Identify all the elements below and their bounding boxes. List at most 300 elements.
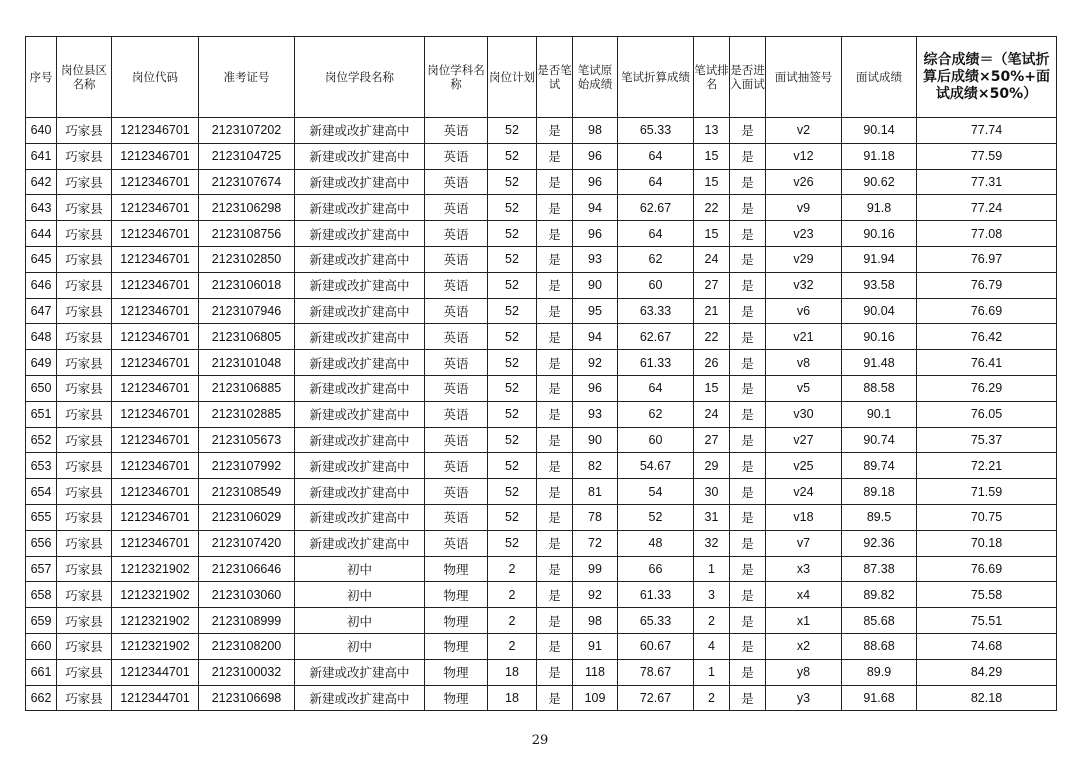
cell-seq: 659 xyxy=(26,608,57,634)
cell-interview-score: 90.04 xyxy=(842,298,917,324)
cell-post-code: 1212346701 xyxy=(112,401,199,427)
cell-written-converted: 78.67 xyxy=(618,659,694,685)
cell-total-score: 76.69 xyxy=(917,298,1057,324)
cell-exam-id: 2123108200 xyxy=(199,633,295,659)
header-exam-id: 准考证号 xyxy=(199,37,295,118)
cell-interview-flag: 是 xyxy=(730,608,766,634)
table-row xyxy=(26,556,1057,582)
header-interview-flag: 是否进入面试 xyxy=(730,37,766,118)
cell-written-raw: 90 xyxy=(573,427,618,453)
cell-interview-flag: 是 xyxy=(730,221,766,247)
cell-written-rank: 1 xyxy=(694,556,730,582)
cell-written-flag: 是 xyxy=(537,401,573,427)
cell-written-converted: 64 xyxy=(618,169,694,195)
header-interview-score: 面试成绩 xyxy=(842,37,917,118)
cell-post-code: 1212346701 xyxy=(112,195,199,221)
cell-draw-number: v27 xyxy=(766,427,842,453)
cell-school-level: 新建或改扩建高中 xyxy=(295,143,425,169)
cell-post-code: 1212346701 xyxy=(112,350,199,376)
cell-total-score: 74.68 xyxy=(917,633,1057,659)
cell-subject: 英语 xyxy=(425,504,488,530)
cell-post-code: 1212321902 xyxy=(112,633,199,659)
cell-written-raw: 109 xyxy=(573,685,618,711)
cell-written-raw: 99 xyxy=(573,556,618,582)
cell-interview-flag: 是 xyxy=(730,298,766,324)
cell-draw-number: v29 xyxy=(766,246,842,272)
cell-school-level: 新建或改扩建高中 xyxy=(295,479,425,505)
cell-subject: 英语 xyxy=(425,350,488,376)
cell-interview-score: 90.62 xyxy=(842,169,917,195)
cell-county: 巧家县 xyxy=(57,118,112,144)
cell-exam-id: 2123107420 xyxy=(199,530,295,556)
cell-written-rank: 2 xyxy=(694,685,730,711)
cell-plan: 2 xyxy=(488,633,537,659)
cell-written-rank: 21 xyxy=(694,298,730,324)
table-row xyxy=(26,504,1057,530)
cell-county: 巧家县 xyxy=(57,246,112,272)
cell-county: 巧家县 xyxy=(57,272,112,298)
cell-interview-flag: 是 xyxy=(730,633,766,659)
cell-seq: 646 xyxy=(26,272,57,298)
cell-post-code: 1212344701 xyxy=(112,659,199,685)
cell-seq: 662 xyxy=(26,685,57,711)
cell-written-flag: 是 xyxy=(537,659,573,685)
cell-interview-flag: 是 xyxy=(730,324,766,350)
cell-written-raw: 98 xyxy=(573,118,618,144)
cell-exam-id: 2123107946 xyxy=(199,298,295,324)
cell-interview-flag: 是 xyxy=(730,479,766,505)
cell-draw-number: v7 xyxy=(766,530,842,556)
cell-seq: 648 xyxy=(26,324,57,350)
cell-plan: 52 xyxy=(488,143,537,169)
cell-county: 巧家县 xyxy=(57,479,112,505)
cell-draw-number: v6 xyxy=(766,298,842,324)
cell-written-flag: 是 xyxy=(537,143,573,169)
results-table xyxy=(25,36,1057,711)
cell-written-converted: 54 xyxy=(618,479,694,505)
table-row xyxy=(26,453,1057,479)
cell-written-converted: 61.33 xyxy=(618,350,694,376)
cell-total-score: 75.58 xyxy=(917,582,1057,608)
cell-written-raw: 90 xyxy=(573,272,618,298)
cell-school-level: 新建或改扩建高中 xyxy=(295,324,425,350)
cell-written-rank: 1 xyxy=(694,659,730,685)
cell-plan: 52 xyxy=(488,401,537,427)
cell-school-level: 新建或改扩建高中 xyxy=(295,195,425,221)
cell-plan: 18 xyxy=(488,685,537,711)
table-row xyxy=(26,479,1057,505)
cell-school-level: 新建或改扩建高中 xyxy=(295,169,425,195)
cell-written-rank: 30 xyxy=(694,479,730,505)
cell-exam-id: 2123106029 xyxy=(199,504,295,530)
cell-interview-flag: 是 xyxy=(730,195,766,221)
cell-interview-score: 85.68 xyxy=(842,608,917,634)
cell-written-converted: 48 xyxy=(618,530,694,556)
cell-school-level: 新建或改扩建高中 xyxy=(295,504,425,530)
cell-exam-id: 2123102885 xyxy=(199,401,295,427)
cell-written-flag: 是 xyxy=(537,221,573,247)
cell-plan: 52 xyxy=(488,375,537,401)
cell-draw-number: v26 xyxy=(766,169,842,195)
cell-plan: 52 xyxy=(488,324,537,350)
cell-seq: 649 xyxy=(26,350,57,376)
cell-seq: 655 xyxy=(26,504,57,530)
cell-written-converted: 60.67 xyxy=(618,633,694,659)
cell-written-flag: 是 xyxy=(537,608,573,634)
cell-post-code: 1212346701 xyxy=(112,221,199,247)
cell-draw-number: v9 xyxy=(766,195,842,221)
cell-interview-score: 87.38 xyxy=(842,556,917,582)
table-row xyxy=(26,324,1057,350)
cell-county: 巧家县 xyxy=(57,143,112,169)
cell-written-raw: 72 xyxy=(573,530,618,556)
cell-exam-id: 2123102850 xyxy=(199,246,295,272)
cell-post-code: 1212346701 xyxy=(112,479,199,505)
cell-written-rank: 3 xyxy=(694,582,730,608)
cell-interview-score: 89.74 xyxy=(842,453,917,479)
cell-school-level: 新建或改扩建高中 xyxy=(295,272,425,298)
cell-written-rank: 15 xyxy=(694,143,730,169)
cell-total-score: 77.74 xyxy=(917,118,1057,144)
cell-interview-score: 89.9 xyxy=(842,659,917,685)
cell-total-score: 76.29 xyxy=(917,375,1057,401)
cell-total-score: 76.69 xyxy=(917,556,1057,582)
cell-total-score: 71.59 xyxy=(917,479,1057,505)
cell-seq: 641 xyxy=(26,143,57,169)
cell-school-level: 新建或改扩建高中 xyxy=(295,118,425,144)
cell-total-score: 82.18 xyxy=(917,685,1057,711)
cell-written-flag: 是 xyxy=(537,324,573,350)
cell-school-level: 初中 xyxy=(295,556,425,582)
table-row xyxy=(26,246,1057,272)
cell-exam-id: 2123106018 xyxy=(199,272,295,298)
cell-exam-id: 2123106646 xyxy=(199,556,295,582)
cell-seq: 640 xyxy=(26,118,57,144)
cell-written-raw: 96 xyxy=(573,169,618,195)
cell-written-raw: 96 xyxy=(573,375,618,401)
cell-plan: 52 xyxy=(488,195,537,221)
table-row xyxy=(26,350,1057,376)
cell-post-code: 1212346701 xyxy=(112,169,199,195)
header-written-flag: 是否笔试 xyxy=(537,37,573,118)
cell-plan: 18 xyxy=(488,659,537,685)
cell-interview-flag: 是 xyxy=(730,118,766,144)
cell-interview-score: 90.16 xyxy=(842,324,917,350)
cell-plan: 52 xyxy=(488,350,537,376)
cell-written-raw: 91 xyxy=(573,633,618,659)
cell-post-code: 1212321902 xyxy=(112,608,199,634)
cell-written-rank: 26 xyxy=(694,350,730,376)
cell-written-flag: 是 xyxy=(537,246,573,272)
cell-draw-number: v25 xyxy=(766,453,842,479)
cell-subject: 物理 xyxy=(425,659,488,685)
cell-interview-flag: 是 xyxy=(730,375,766,401)
header-total-score: 综合成绩＝（笔试折算后成绩×50%+面试成绩×50%） xyxy=(917,37,1057,118)
cell-interview-flag: 是 xyxy=(730,530,766,556)
cell-county: 巧家县 xyxy=(57,608,112,634)
table-row xyxy=(26,143,1057,169)
cell-draw-number: x3 xyxy=(766,556,842,582)
cell-interview-flag: 是 xyxy=(730,659,766,685)
cell-subject: 英语 xyxy=(425,427,488,453)
cell-written-flag: 是 xyxy=(537,375,573,401)
cell-plan: 52 xyxy=(488,169,537,195)
cell-interview-score: 89.82 xyxy=(842,582,917,608)
cell-exam-id: 2123104725 xyxy=(199,143,295,169)
cell-county: 巧家县 xyxy=(57,659,112,685)
table-row xyxy=(26,221,1057,247)
cell-school-level: 初中 xyxy=(295,608,425,634)
cell-draw-number: v12 xyxy=(766,143,842,169)
cell-written-flag: 是 xyxy=(537,556,573,582)
cell-interview-score: 90.74 xyxy=(842,427,917,453)
cell-interview-score: 91.68 xyxy=(842,685,917,711)
cell-post-code: 1212346701 xyxy=(112,143,199,169)
cell-county: 巧家县 xyxy=(57,221,112,247)
cell-interview-score: 90.1 xyxy=(842,401,917,427)
table-row xyxy=(26,118,1057,144)
table-row xyxy=(26,633,1057,659)
table-row xyxy=(26,272,1057,298)
cell-county: 巧家县 xyxy=(57,169,112,195)
cell-school-level: 初中 xyxy=(295,633,425,659)
cell-written-rank: 15 xyxy=(694,169,730,195)
cell-subject: 英语 xyxy=(425,298,488,324)
page-number: 29 xyxy=(531,733,549,748)
cell-subject: 英语 xyxy=(425,246,488,272)
table-row xyxy=(26,375,1057,401)
cell-written-flag: 是 xyxy=(537,479,573,505)
cell-draw-number: v8 xyxy=(766,350,842,376)
cell-written-raw: 96 xyxy=(573,221,618,247)
table-row xyxy=(26,582,1057,608)
cell-written-rank: 27 xyxy=(694,427,730,453)
cell-total-score: 77.59 xyxy=(917,143,1057,169)
cell-county: 巧家县 xyxy=(57,530,112,556)
cell-total-score: 75.37 xyxy=(917,427,1057,453)
header-school-level: 岗位学段名称 xyxy=(295,37,425,118)
cell-seq: 658 xyxy=(26,582,57,608)
cell-subject: 英语 xyxy=(425,479,488,505)
cell-plan: 2 xyxy=(488,608,537,634)
cell-interview-flag: 是 xyxy=(730,453,766,479)
header-subject: 岗位学科名称 xyxy=(425,37,488,118)
cell-subject: 物理 xyxy=(425,608,488,634)
cell-county: 巧家县 xyxy=(57,453,112,479)
cell-written-flag: 是 xyxy=(537,298,573,324)
cell-post-code: 1212346701 xyxy=(112,504,199,530)
cell-written-rank: 27 xyxy=(694,272,730,298)
cell-written-flag: 是 xyxy=(537,504,573,530)
cell-interview-score: 90.14 xyxy=(842,118,917,144)
cell-school-level: 新建或改扩建高中 xyxy=(295,375,425,401)
cell-subject: 物理 xyxy=(425,556,488,582)
cell-plan: 52 xyxy=(488,427,537,453)
cell-school-level: 新建或改扩建高中 xyxy=(295,453,425,479)
cell-seq: 660 xyxy=(26,633,57,659)
cell-written-flag: 是 xyxy=(537,427,573,453)
cell-written-flag: 是 xyxy=(537,169,573,195)
cell-seq: 643 xyxy=(26,195,57,221)
cell-written-raw: 81 xyxy=(573,479,618,505)
cell-written-rank: 15 xyxy=(694,375,730,401)
cell-post-code: 1212321902 xyxy=(112,556,199,582)
cell-school-level: 新建或改扩建高中 xyxy=(295,350,425,376)
header-row xyxy=(26,37,1057,118)
cell-total-score: 76.97 xyxy=(917,246,1057,272)
cell-plan: 2 xyxy=(488,582,537,608)
cell-written-raw: 98 xyxy=(573,608,618,634)
cell-exam-id: 2123106805 xyxy=(199,324,295,350)
cell-draw-number: x2 xyxy=(766,633,842,659)
cell-written-converted: 63.33 xyxy=(618,298,694,324)
cell-plan: 52 xyxy=(488,272,537,298)
cell-county: 巧家县 xyxy=(57,685,112,711)
cell-school-level: 新建或改扩建高中 xyxy=(295,530,425,556)
header-county: 岗位县区名称 xyxy=(57,37,112,118)
cell-interview-score: 88.58 xyxy=(842,375,917,401)
cell-exam-id: 2123108549 xyxy=(199,479,295,505)
cell-subject: 英语 xyxy=(425,143,488,169)
cell-county: 巧家县 xyxy=(57,298,112,324)
cell-county: 巧家县 xyxy=(57,401,112,427)
cell-interview-score: 89.5 xyxy=(842,504,917,530)
cell-written-converted: 60 xyxy=(618,272,694,298)
cell-interview-flag: 是 xyxy=(730,556,766,582)
cell-written-flag: 是 xyxy=(537,118,573,144)
cell-seq: 654 xyxy=(26,479,57,505)
cell-written-rank: 22 xyxy=(694,195,730,221)
cell-seq: 661 xyxy=(26,659,57,685)
cell-seq: 651 xyxy=(26,401,57,427)
cell-interview-score: 89.18 xyxy=(842,479,917,505)
cell-exam-id: 2123100032 xyxy=(199,659,295,685)
cell-interview-flag: 是 xyxy=(730,504,766,530)
cell-school-level: 新建或改扩建高中 xyxy=(295,427,425,453)
cell-written-converted: 61.33 xyxy=(618,582,694,608)
cell-exam-id: 2123107992 xyxy=(199,453,295,479)
cell-written-flag: 是 xyxy=(537,195,573,221)
cell-draw-number: v32 xyxy=(766,272,842,298)
cell-school-level: 新建或改扩建高中 xyxy=(295,685,425,711)
cell-written-raw: 93 xyxy=(573,246,618,272)
cell-subject: 英语 xyxy=(425,195,488,221)
cell-school-level: 新建或改扩建高中 xyxy=(295,221,425,247)
cell-written-converted: 62 xyxy=(618,246,694,272)
header-post-code: 岗位代码 xyxy=(112,37,199,118)
cell-total-score: 76.42 xyxy=(917,324,1057,350)
cell-written-rank: 24 xyxy=(694,246,730,272)
cell-post-code: 1212346701 xyxy=(112,375,199,401)
cell-post-code: 1212346701 xyxy=(112,530,199,556)
cell-subject: 英语 xyxy=(425,221,488,247)
cell-county: 巧家县 xyxy=(57,427,112,453)
cell-written-converted: 62.67 xyxy=(618,195,694,221)
cell-written-converted: 54.67 xyxy=(618,453,694,479)
cell-written-raw: 92 xyxy=(573,582,618,608)
cell-interview-score: 91.48 xyxy=(842,350,917,376)
cell-plan: 52 xyxy=(488,479,537,505)
cell-interview-flag: 是 xyxy=(730,272,766,298)
cell-draw-number: v30 xyxy=(766,401,842,427)
cell-draw-number: x1 xyxy=(766,608,842,634)
header-written-rank: 笔试排名 xyxy=(694,37,730,118)
cell-written-rank: 4 xyxy=(694,633,730,659)
cell-written-rank: 32 xyxy=(694,530,730,556)
cell-seq: 645 xyxy=(26,246,57,272)
cell-written-rank: 13 xyxy=(694,118,730,144)
cell-exam-id: 2123105673 xyxy=(199,427,295,453)
cell-exam-id: 2123103060 xyxy=(199,582,295,608)
cell-exam-id: 2123108756 xyxy=(199,221,295,247)
cell-interview-score: 92.36 xyxy=(842,530,917,556)
cell-total-score: 84.29 xyxy=(917,659,1057,685)
cell-exam-id: 2123108999 xyxy=(199,608,295,634)
cell-seq: 653 xyxy=(26,453,57,479)
cell-draw-number: y3 xyxy=(766,685,842,711)
cell-interview-flag: 是 xyxy=(730,582,766,608)
cell-county: 巧家县 xyxy=(57,350,112,376)
cell-school-level: 新建或改扩建高中 xyxy=(295,659,425,685)
cell-plan: 52 xyxy=(488,246,537,272)
table-row xyxy=(26,401,1057,427)
cell-draw-number: v23 xyxy=(766,221,842,247)
cell-total-score: 70.18 xyxy=(917,530,1057,556)
cell-interview-score: 90.16 xyxy=(842,221,917,247)
cell-subject: 英语 xyxy=(425,169,488,195)
cell-seq: 644 xyxy=(26,221,57,247)
cell-written-rank: 2 xyxy=(694,608,730,634)
cell-post-code: 1212346701 xyxy=(112,118,199,144)
cell-written-raw: 93 xyxy=(573,401,618,427)
cell-written-rank: 15 xyxy=(694,221,730,247)
cell-written-rank: 24 xyxy=(694,401,730,427)
cell-draw-number: v18 xyxy=(766,504,842,530)
cell-draw-number: v24 xyxy=(766,479,842,505)
cell-exam-id: 2123107202 xyxy=(199,118,295,144)
cell-subject: 英语 xyxy=(425,118,488,144)
table-row xyxy=(26,427,1057,453)
table-row xyxy=(26,530,1057,556)
cell-interview-flag: 是 xyxy=(730,685,766,711)
cell-plan: 52 xyxy=(488,221,537,247)
cell-seq: 647 xyxy=(26,298,57,324)
cell-written-flag: 是 xyxy=(537,633,573,659)
cell-total-score: 77.24 xyxy=(917,195,1057,221)
cell-post-code: 1212346701 xyxy=(112,427,199,453)
cell-subject: 英语 xyxy=(425,375,488,401)
cell-written-converted: 66 xyxy=(618,556,694,582)
table-body xyxy=(26,118,1057,711)
cell-interview-score: 91.18 xyxy=(842,143,917,169)
cell-school-level: 新建或改扩建高中 xyxy=(295,298,425,324)
cell-seq: 642 xyxy=(26,169,57,195)
cell-school-level: 初中 xyxy=(295,582,425,608)
cell-written-raw: 96 xyxy=(573,143,618,169)
cell-written-rank: 29 xyxy=(694,453,730,479)
cell-written-raw: 94 xyxy=(573,195,618,221)
cell-written-converted: 62 xyxy=(618,401,694,427)
cell-subject: 英语 xyxy=(425,453,488,479)
cell-post-code: 1212346701 xyxy=(112,324,199,350)
cell-draw-number: v2 xyxy=(766,118,842,144)
cell-interview-flag: 是 xyxy=(730,427,766,453)
cell-written-converted: 64 xyxy=(618,375,694,401)
cell-plan: 52 xyxy=(488,118,537,144)
cell-subject: 物理 xyxy=(425,685,488,711)
cell-written-raw: 92 xyxy=(573,350,618,376)
cell-written-flag: 是 xyxy=(537,350,573,376)
